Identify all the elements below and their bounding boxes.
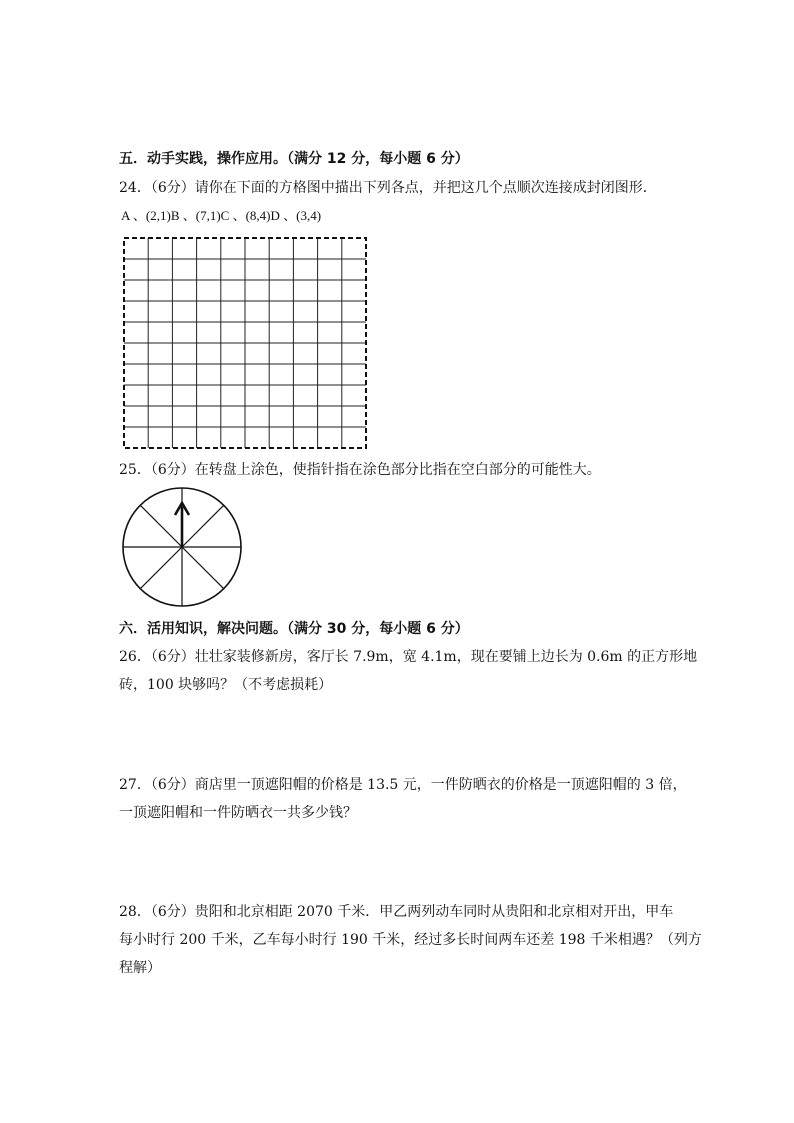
question-24-text: 24．（6分）请你在下面的方格图中描出下列各点，并把这几个点顺次连接成封闭图形． bbox=[119, 180, 657, 196]
question-28-line-3: 程解） bbox=[119, 960, 161, 976]
question-25-text: 25．（6分）在转盘上涂色，使指针指在涂色部分比指在空白部分的可能性大。 bbox=[119, 462, 601, 478]
question-24-points: A 、(2,1)B 、(7,1)C 、(8,4)D 、(3,4) bbox=[121, 208, 322, 223]
section-5-heading: 五．动手实践，操作应用。（满分 12 分，每小题 6 分） bbox=[119, 151, 469, 167]
question-28-line-1: 28．（6分）贵阳和北京相距 2070 千米．甲乙两列动车同时从贵阳和北京相对开出，甲车 bbox=[119, 904, 674, 920]
question-27-line-1: 27．（6分）商店里一顶遮阳帽的价格是 13.5 元，一件防晒衣的价格是一顶遮阳帽的 3 倍， bbox=[119, 777, 687, 793]
question-26-line-2: 砖，100 块够吗？（不考虑损耗） bbox=[119, 677, 333, 693]
question-27-line-2: 一顶遮阳帽和一件防晒衣一共多少钱？ bbox=[119, 805, 357, 821]
section-6-heading: 六．活用知识，解决问题。（满分 30 分，每小题 6 分） bbox=[119, 621, 469, 637]
question-26-line-1: 26．（6分）壮壮家装修新房，客厅长 7.9m，宽 4.1m，现在要铺上边长为 0.6m 的正方形地 bbox=[119, 649, 698, 665]
coordinate-grid bbox=[122, 236, 368, 450]
question-28-line-2: 每小时行 200 千米，乙车每小时行 190 千米，经过多长时间两车还差 198 千米相遇？（列方 bbox=[119, 932, 702, 948]
spinner-wheel bbox=[120, 485, 244, 609]
